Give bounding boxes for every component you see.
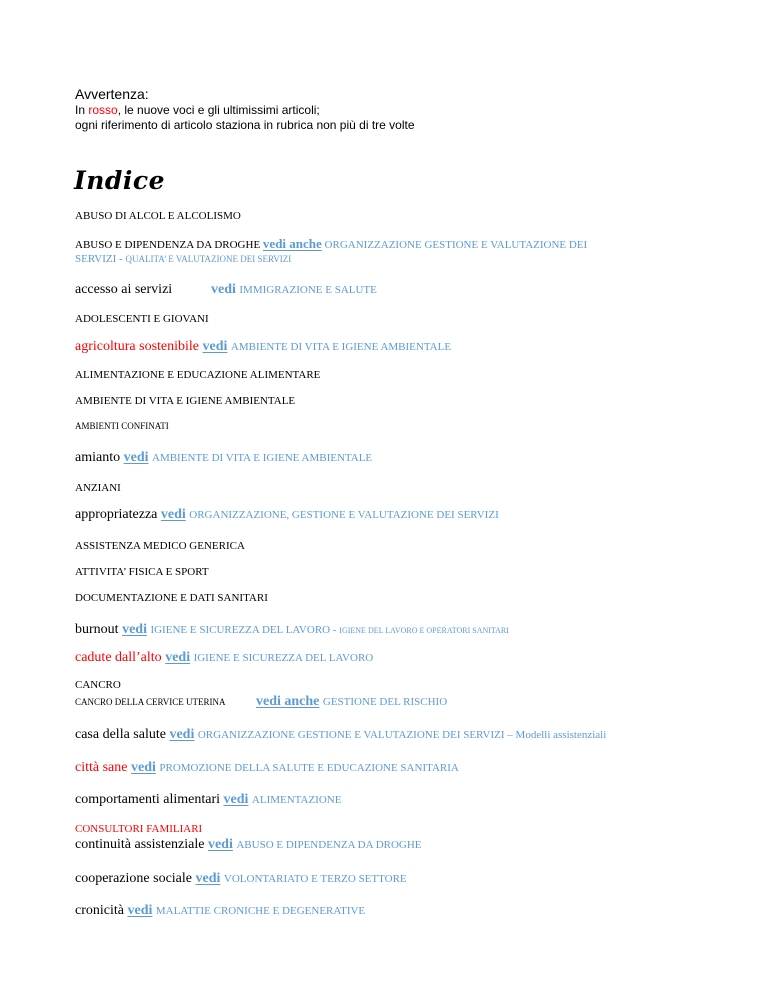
entry-ref-small: IGIENE DEL LAVORO E OPERATORI SANITARI xyxy=(339,626,509,635)
warning-line-1-rest: , le nuove voci e gli ultimissimi articoli; xyxy=(117,103,320,117)
warning-line-1-prefix: In xyxy=(75,103,89,117)
entry-ref: PROMOZIONE DELLA SALUTE E EDUCAZIONE SANITARIA xyxy=(159,762,459,774)
index-entry-ambienti-confinati: AMBIENTI CONFINATI xyxy=(75,421,169,431)
entry-term-new: città sane xyxy=(75,760,131,775)
index-entry-cadute xyxy=(75,650,373,666)
entry-ref-small: QUALITA’ E VALUTAZIONE DEI SERVIZI xyxy=(125,254,292,264)
index-entry-ambiente: AMBIENTE DI VITA E IGIENE AMBIENTALE xyxy=(75,395,296,407)
index-entry-citta-sane xyxy=(75,760,459,776)
index-entry-abuso-alcol: ABUSO DI ALCOL E ALCOLISMO xyxy=(75,210,241,222)
vedi-link[interactable]: vedi xyxy=(223,792,249,807)
entry-ref: ORGANIZZAZIONE GESTIONE E VALUTAZIONE DEI SERVIZI – Modelli assistenziali xyxy=(197,729,607,741)
vedi-link[interactable]: vedi xyxy=(211,282,236,297)
index-entry-cronicita xyxy=(75,903,365,919)
index-entry-abuso-droghe xyxy=(75,236,587,252)
warning-line-2: ogni riferimento di articolo staziona in rubrica non più di tre volte xyxy=(75,118,415,132)
index-entry-attivita-fisica: ATTIVITA’ FISICA E SPORT xyxy=(75,566,209,578)
entry-ref: ORGANIZZAZIONE GESTIONE E VALUTAZIONE DEI xyxy=(324,239,588,251)
entry-term-new: agricoltura sostenibile xyxy=(75,339,203,354)
index-entry-adolescenti: ADOLESCENTI E GIOVANI xyxy=(75,313,209,325)
vedi-anche-link[interactable]: vedi anche xyxy=(256,694,320,709)
entry-term: comportamenti alimentari xyxy=(75,792,224,807)
index-title: Indice xyxy=(74,166,165,195)
vedi-link[interactable]: vedi xyxy=(195,871,221,886)
entry-term: amianto xyxy=(75,450,124,465)
index-entry-anziani: ANZIANI xyxy=(75,482,121,494)
vedi-anche-link[interactable]: vedi anche xyxy=(262,236,322,251)
entry-term: appropriatezza xyxy=(75,507,161,522)
vedi-link[interactable]: vedi xyxy=(202,339,228,354)
entry-term: cooperazione sociale xyxy=(75,871,196,886)
entry-ref: GESTIONE DEL RISCHIO xyxy=(322,696,448,708)
vedi-link[interactable]: vedi xyxy=(130,760,156,775)
index-entry-cooperazione xyxy=(75,871,407,887)
entry-term: continuità assistenziale xyxy=(75,837,208,852)
entry-term: cronicità xyxy=(75,903,128,918)
entry-ref: ORGANIZZAZIONE, GESTIONE E VALUTAZIONE DEI SERVIZI xyxy=(189,509,499,521)
vedi-link[interactable]: vedi xyxy=(165,650,191,665)
index-entry-casa-salute xyxy=(75,727,606,743)
entry-term: casa della salute xyxy=(75,727,170,742)
index-entry-abuso-droghe-cont xyxy=(75,253,291,265)
entry-term: ABUSO E DIPENDENZA DA DROGHE xyxy=(75,239,263,251)
entry-ref: IGIENE E SICUREZZA DEL LAVORO xyxy=(193,652,374,664)
index-entry-assistenza-medico: ASSISTENZA MEDICO GENERICA xyxy=(75,540,245,552)
index-entry-agricoltura xyxy=(75,339,451,355)
index-entry-documentazione: DOCUMENTAZIONE E DATI SANITARI xyxy=(75,592,268,604)
entry-ref-cont: SERVIZI - xyxy=(75,253,126,265)
warning-line-1 xyxy=(75,103,320,117)
vedi-link[interactable]: vedi xyxy=(160,507,186,522)
index-entry-cancro-cervice-ref xyxy=(256,694,447,710)
index-entry-accesso-servizi-ref xyxy=(211,282,377,298)
entry-ref: MALATTIE CRONICHE E DEGENERATIVE xyxy=(155,905,366,917)
entry-ref: ABUSO E DIPENDENZA DA DROGHE xyxy=(236,839,422,851)
index-entry-continuita xyxy=(75,837,422,853)
vedi-link[interactable]: vedi xyxy=(207,837,233,852)
index-entry-cancro-cervice: CANCRO DELLA CERVICE UTERINA xyxy=(75,697,226,707)
index-entry-amianto xyxy=(75,450,372,466)
index-entry-consultori: CONSULTORI FAMILIARI xyxy=(75,823,203,835)
index-entry-accesso-servizi: accesso ai servizi xyxy=(75,282,173,297)
entry-ref: AMBIENTE DI VITA E IGIENE AMBIENTALE xyxy=(230,341,452,353)
warning-title: Avvertenza: xyxy=(75,86,149,102)
entry-ref: ALIMENTAZIONE xyxy=(251,794,342,806)
index-entry-comportamenti xyxy=(75,792,341,808)
vedi-link[interactable]: vedi xyxy=(123,450,149,465)
index-entry-appropriatezza xyxy=(75,507,499,523)
index-entry-cancro: CANCRO xyxy=(75,679,121,691)
entry-term: burnout xyxy=(75,622,123,637)
entry-ref: IGIENE E SICUREZZA DEL LAVORO - xyxy=(150,624,340,636)
vedi-link[interactable]: vedi xyxy=(127,903,153,918)
index-entry-alimentazione: ALIMENTAZIONE E EDUCAZIONE ALIMENTARE xyxy=(75,369,321,381)
vedi-link[interactable]: vedi xyxy=(169,727,195,742)
entry-ref: VOLONTARIATO E TERZO SETTORE xyxy=(223,873,407,885)
warning-red-word: rosso xyxy=(88,103,118,117)
entry-ref: IMMIGRAZIONE E SALUTE xyxy=(239,284,377,296)
entry-ref: AMBIENTE DI VITA E IGIENE AMBIENTALE xyxy=(152,452,373,464)
entry-term-new: cadute dall’alto xyxy=(75,650,166,665)
index-entry-burnout xyxy=(75,622,509,638)
vedi-link[interactable]: vedi xyxy=(122,622,147,637)
